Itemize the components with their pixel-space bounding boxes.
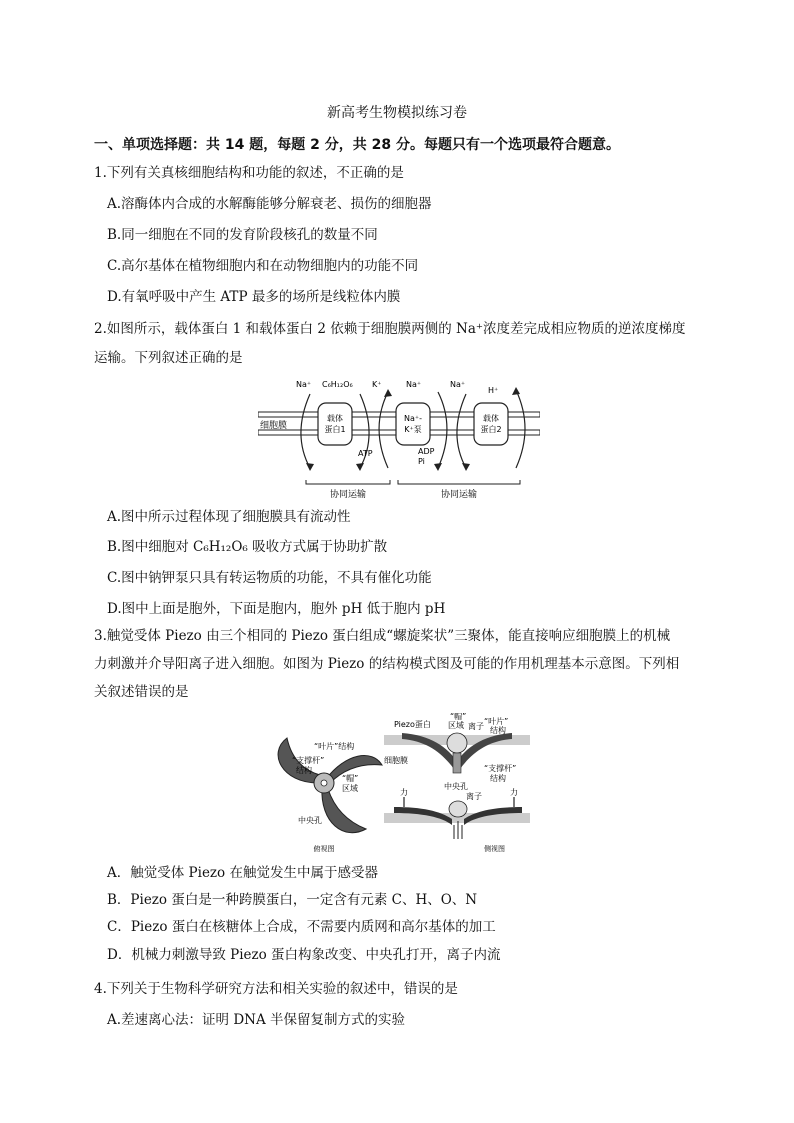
piezo-top-view [278,738,382,833]
support-label-1: “支撑杆” [292,756,325,765]
adp-label: ADP [418,447,435,456]
arrowhead [434,463,442,471]
central-pore [321,780,327,786]
support-label-2: 结构 [296,766,312,775]
na-label-3: Na⁺ [450,380,466,389]
q1-option-c: C.高尔基体在植物细胞内和在动物细胞内的功能不同 [107,258,419,274]
blade-r-label-2: 结构 [490,726,506,735]
side-membrane-label: 细胞膜 [384,756,408,765]
h-outflow-arrow [516,390,525,468]
blade-r-label-1: “叶片” [484,717,509,726]
arrowhead [384,389,392,397]
carrier1-label-a: 载体 [327,414,343,423]
arrowhead [306,463,314,471]
q4-stem: 4.下列关于生物科学研究方法和相关实验的叙述中，错误的是 [94,981,458,997]
q3-option-c: C．Piezo 蛋白在核糖体上合成，不需要内质网和高尔基体的加工 [107,919,496,935]
q3-piezo-figure [262,713,530,855]
q3-stem-line1: 3.触觉受体 Piezo 由三个相同的 Piezo 蛋白组成“螺旋桨状”三聚体，能直接响应细胞膜上的机械 [94,628,671,644]
ion-label-2: 离子 [466,792,482,801]
pump-label-a: Na⁺- [404,414,422,423]
q2-option-a: A.图中所示过程体现了细胞膜具有流动性 [107,509,351,525]
q2-transport-figure [258,376,540,504]
side-pore-closed [453,753,461,773]
q3-option-b: B．Piezo 蛋白是一种跨膜蛋白，一定含有元素 C、H、O、N [107,892,478,908]
q1-option-d: D.有氧呼吸中产生 ATP 最多的场所是线粒体内膜 [107,289,401,305]
blade-label: “叶片”结构 [314,742,355,751]
ion-label: 离子 [468,722,484,731]
q3-stem-line2: 力刺激并介导阳离子进入细胞。如图为 Piezo 的结构模式图及可能的作用机理基本示意图。下列相 [94,656,680,672]
piezo-protein-label: Piezo蛋白 [394,720,431,729]
q3-stem-line3: 关叙述错误的是 [94,684,189,700]
na-inflow-arrow [301,394,310,468]
h-label: H⁺ [488,386,499,395]
cotransport-label-2: 协同运输 [440,490,478,500]
section-heading: 一、单项选择题：共 14 题，每题 2 分，共 28 分。每题只有一个选项最符合题意。 [94,137,620,153]
cap-label-2: 区域 [342,784,358,793]
cap-r-label-1: “帽” [450,713,467,721]
carrier1-label-b: 蛋白1 [324,425,346,434]
q3-option-d: D．机械力刺激导致 Piezo 蛋白构象改变、中央孔打开，离子内流 [107,947,501,963]
k-label: K⁺ [372,380,382,389]
pump-label-b: K⁺泵 [404,425,422,434]
pore-r-label: 中央孔 [444,782,468,791]
q1-option-b: B.同一细胞在不同的发育阶段核孔的数量不同 [107,227,378,243]
cap-label-1: “帽” [342,774,359,783]
pi-label: Pi [418,457,425,466]
piezo-side-view-open [384,797,530,839]
membrane-label: 细胞膜 [260,421,288,431]
q4-option-a: A.差速离心法：证明 DNA 半保留复制方式的实验 [107,1012,406,1028]
ion-inflow-arrows [454,821,462,839]
cotransport-bracket-1 [306,480,390,484]
cotransport-bracket-2 [398,480,520,484]
cotransport-label-1: 协同运输 [329,490,367,500]
side-view-label: 侧视图 [484,845,505,853]
q2-option-c: C.图中钠钾泵只具有转运物质的功能，不具有催化功能 [107,570,432,586]
page-title: 新高考生物模拟练习卷 [327,105,467,121]
support-r-label-2: 结构 [490,774,506,783]
force-label-right: 力 [510,788,518,797]
arrowhead [356,463,364,471]
force-label-left: 力 [400,788,408,797]
carrier-protein-1 [318,403,352,445]
support-r-label-1: “支撑杆” [484,764,517,773]
carrier-protein-2 [474,403,508,445]
q3-option-a: A．触觉受体 Piezo 在触觉发生中属于感受器 [107,865,378,881]
top-view-label: 俯视图 [313,845,335,853]
cap-r-label-2: 区域 [448,721,464,730]
q1-stem: 1.下列有关真核细胞结构和功能的叙述，不正确的是 [94,165,404,181]
q2-stem-line2: 运输。下列叙述正确的是 [94,350,243,366]
na-carrier2-arrow [457,394,466,468]
q2-stem-line1: 2.如图所示，载体蛋白 1 和载体蛋白 2 依赖于细胞膜两侧的 Na⁺浓度差完成相应物质的逆浓度梯度 [94,321,686,337]
carrier2-label-b: 蛋白2 [480,425,502,434]
atp-label: ATP [358,449,373,458]
na-label-1: Na⁺ [296,380,312,389]
na-label-2: Na⁺ [406,380,422,389]
arrowhead [512,387,520,395]
pore-label: 中央孔 [298,816,322,825]
open-cap [449,801,467,817]
arrowhead [462,463,470,471]
side-cap [447,733,467,753]
glucose-label: C₆H₁₂O₆ [322,380,353,389]
q2-option-b: B.图中细胞对 C₆H₁₂O₆ 吸收方式属于协助扩散 [107,539,388,555]
blade-2 [322,787,366,833]
na-k-pump [396,403,430,445]
carrier2-label-a: 载体 [483,414,499,423]
q2-option-d: D.图中上面是胞外，下面是胞内，胞外 pH 低于胞内 pH [107,601,446,617]
q1-option-a: A.溶酶体内合成的水解酶能够分解衰老、损伤的细胞器 [107,196,432,212]
